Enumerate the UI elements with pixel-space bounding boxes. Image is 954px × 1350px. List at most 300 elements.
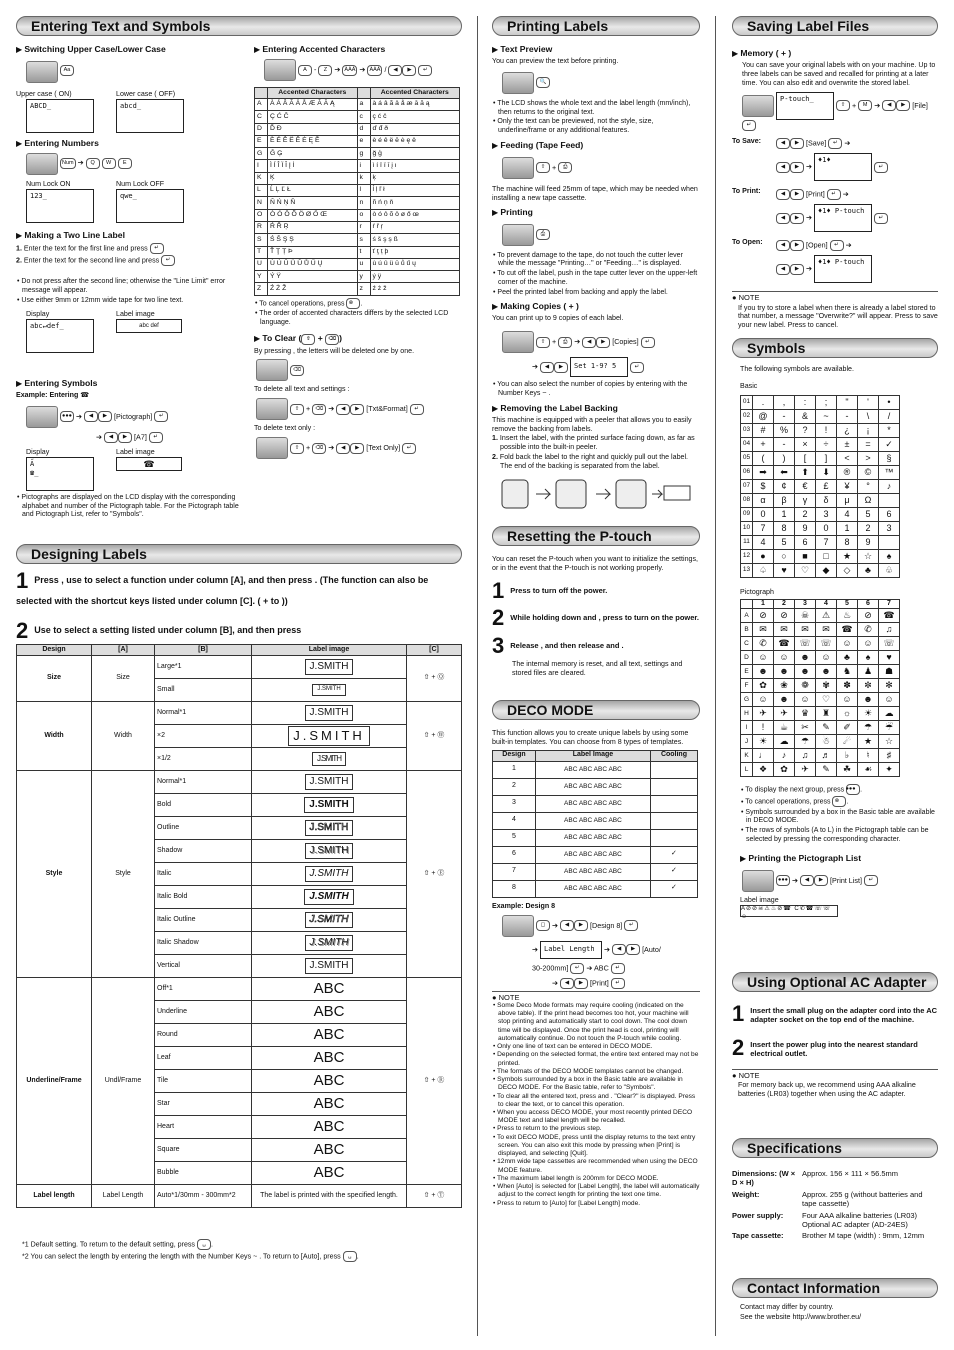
- label-sample: The label is printed with the specified length.: [260, 1191, 398, 1199]
- spec-row: [732, 1210, 938, 1231]
- clear-paragraph: By pressing , the letters will be deleted one by one.: [254, 346, 415, 355]
- design-b: Normal*1: [155, 702, 252, 725]
- basic-symbol-row: [741, 479, 900, 493]
- spec-row: [732, 1168, 938, 1189]
- basic-symbol-cell: [: [795, 451, 816, 465]
- spec-value: Approx. 156 × 111 × 56.5mm: [802, 1169, 899, 1178]
- deco-row: [493, 846, 698, 863]
- picto-cell: ♭: [837, 749, 858, 763]
- text-only-text: [Text Only]: [366, 443, 401, 453]
- deco-row: [493, 812, 698, 829]
- design-row: [17, 1185, 462, 1208]
- basic-symbol-cell: 6: [879, 507, 900, 521]
- picto-cell: ☺: [795, 693, 816, 707]
- open-text: [Open]: [806, 240, 828, 250]
- symbols-entry-title: ▶ Entering Symbols: [16, 378, 246, 389]
- deco-intro: This function allows you to create unique labels by using some built-in templates. You can choose from 8 types of templates.: [492, 729, 689, 746]
- accent-cell: U: [255, 258, 268, 270]
- design-name: Style: [17, 771, 92, 978]
- picto-cell: B: [741, 623, 753, 637]
- to-open-label: To Open:: [732, 238, 763, 247]
- accented-bullet-1: • To cancel operations, press ⊗ .: [260, 298, 462, 309]
- clear-all-caption: To delete all text and settings :: [254, 385, 350, 394]
- section-header-contact: Contact Information: [732, 1278, 938, 1298]
- design-b: ×2: [155, 725, 252, 748]
- picto-cell: ☻: [795, 665, 816, 679]
- label-sample: ABC: [313, 1094, 345, 1112]
- numbers-block: ▶ Entering Numbers Num ➔ Q W E Num Lock ON Num Lock OFF 123_ qwe_: [16, 138, 246, 229]
- basic-symbol-cell: ●: [753, 549, 774, 563]
- accent-row: [255, 160, 460, 172]
- spec-row: [732, 1189, 938, 1210]
- pictograph-list-title: ▶ Printing the Pictograph List: [740, 853, 938, 864]
- lcd-symbol: A̋ ☎_: [26, 457, 94, 491]
- deco-cell: [650, 795, 697, 812]
- design-label-image: [252, 656, 407, 679]
- picto-row: [741, 651, 900, 665]
- accent-cell: Ŕ Ř Ŗ: [268, 221, 358, 233]
- basic-symbol-cell: ◇: [837, 563, 858, 577]
- design-header: Label image: [252, 645, 407, 656]
- basic-symbol-cell: -: [774, 437, 795, 451]
- basic-symbol-cell: 5: [858, 507, 879, 521]
- accent-row: [255, 283, 460, 295]
- picto-cell: ❖: [753, 763, 774, 777]
- basic-symbol-row: [741, 395, 900, 409]
- accented-title: ▶ Entering Accented Characters: [254, 44, 462, 55]
- picto-cell: H: [741, 707, 753, 721]
- basic-symbol-table: [740, 395, 900, 578]
- picto-cell: ☏: [816, 637, 837, 651]
- symbols-bullet-2: • To cancel operations, press ⊗ .: [746, 796, 938, 807]
- basic-symbol-cell: ✓: [879, 437, 900, 451]
- basic-symbol-cell: -: [837, 409, 858, 423]
- design-a: Size: [92, 656, 155, 702]
- picto-cell: ☙: [858, 763, 879, 777]
- picto-cell: ⚠: [816, 609, 837, 623]
- picto-cell: ❀: [774, 679, 795, 693]
- basic-caption: Basic: [740, 381, 758, 390]
- basic-symbol-row: [741, 549, 900, 563]
- deco-cell: [650, 778, 697, 795]
- picto-cell: ♫: [879, 623, 900, 637]
- picto-cell: ☁: [774, 735, 795, 749]
- design-label-image: [252, 1116, 407, 1139]
- design-b: Normal*1: [155, 771, 252, 794]
- accent-cell: Ò Ó Ô Õ Ö Ø Ő Œ: [268, 209, 358, 221]
- hand-key-icon: [256, 359, 288, 381]
- deco-note-item: • Press to return to [Auto] for [Label Length] mode.: [498, 1200, 700, 1208]
- picto-row: [741, 637, 900, 651]
- design-header: Design: [17, 645, 92, 656]
- picto-cell: ☁: [879, 707, 900, 721]
- basic-symbol-cell: 02: [741, 409, 753, 423]
- label-sample: ABC: [313, 1071, 345, 1089]
- picto-cell: ☺: [858, 637, 879, 651]
- spec-key: Weight:: [732, 1189, 760, 1199]
- footnote-1: *1 Default setting. To return to the default setting, press ␣ .: [22, 1240, 213, 1249]
- accent-cell: Ź Ż Ž: [268, 283, 358, 295]
- design8-text: [Design 8]: [590, 920, 623, 930]
- spec-value: Four AAA alkaline batteries (LR03) Optional AC adapter (AD-24ES): [802, 1210, 918, 1229]
- accent-cell: n: [357, 197, 370, 209]
- deco-table: [492, 750, 698, 898]
- design-label-image: [252, 932, 407, 955]
- design-step-1: 1 Press , use to select a function under column [A], and then press . (The function can also be selected with the shortcut keys listed under column [C]. ( + to )): [16, 567, 429, 606]
- accent-cell: S: [255, 234, 268, 246]
- deco-cell: ✓: [650, 846, 697, 863]
- picto-cell: E: [741, 665, 753, 679]
- picto-cell: ☺: [816, 651, 837, 665]
- clear-text-caption: To delete text only :: [254, 424, 316, 433]
- deco-cell: 5: [493, 829, 536, 846]
- design-shortcut: ⇧ + Ⓦ: [407, 702, 462, 771]
- column-divider: [477, 16, 478, 1336]
- accent-cell: A: [255, 99, 268, 111]
- display-caption: Display: [26, 310, 50, 319]
- to-save-label: To Save:: [732, 136, 762, 145]
- basic-symbol-cell: ]: [816, 451, 837, 465]
- accent-cell: Ñ Ń Ņ Ň: [268, 197, 358, 209]
- printing-block: ▶ Text Preview You can preview the text before printing. 🔍 • The LCD shows the whole text and the label length (mm/inch), then returns to the original text. • Only the text can be previewed, not the style, size, underline/frame or any additional features. ▶ Feeding (Tape Feed) ⇧ + ⎙ The machine will feed 25mm of tape, which may be needed when installing a new tape cassette. ▶ Printing ⎙ • To prevent damage to the tape, do not touch the cutter lever while the message "Printing…" or "Feeding…" is displayed. • To cut off the label, push in the tape cutter lever on the upper-left corner of the machine. • Peel the printed label from backing and apply the label. ▶ Making Copies ( + ) You can print up to 9 copies of each label. ⇧ + ⎙ ➔ ◀ ▶ [Copies] ↵ ➔ ◀ ▶ Set 1-9? 5 ↵ • You can also select the number of copies by entering with the Number Keys ~ . ▶ Removing the Label Backing This machine is equipped with a peeler that allows you to easily remove the backing from labels. 1. Insert the label, with the printed surface facing down, as far as possible into the built-in peeler. 2. Fold back the label to the right and quickly pull out the label. The end of the backing is separated from the label.: [492, 44, 700, 516]
- picto-cell: ✻: [879, 679, 900, 693]
- picto-cell: ♡: [816, 693, 837, 707]
- picto-cell: ✎: [816, 763, 837, 777]
- accent-cell: a: [357, 99, 370, 111]
- accent-row: [255, 99, 460, 111]
- basic-symbol-cell: §: [879, 451, 900, 465]
- design-label-image: [252, 909, 407, 932]
- accent-row: [255, 148, 460, 160]
- lcd-ptouch: P-touch_: [776, 92, 834, 120]
- basic-symbol-cell: 05: [741, 451, 753, 465]
- hand-key-icon: [256, 398, 288, 420]
- two-line-step-2: 2. Enter the text for the second line and press ↵: [16, 255, 246, 266]
- picto-cell: ☼: [837, 707, 858, 721]
- feed-paragraph: The machine will feed 25mm of tape, which may be needed when installing a new tape cassette.: [492, 184, 698, 202]
- pictograph-list-label: A⊘⊘☠⚠♨⊘☎ C✆☎☏☏☺: [740, 905, 838, 917]
- picto-cell: A: [741, 609, 753, 623]
- picto-cell: ✿: [774, 763, 795, 777]
- design-shortcut: ⇧ + Ⓡ: [407, 978, 462, 1185]
- label-sample: J.SMITH: [305, 866, 354, 883]
- design-header: [B]: [155, 645, 252, 656]
- spec-row: [732, 1230, 938, 1241]
- picto-cell: ✆: [858, 623, 879, 637]
- file-text: [File]: [912, 100, 928, 110]
- picto-cell: L: [741, 763, 753, 777]
- a7-text: [A7]: [134, 432, 147, 442]
- basic-symbol-cell: =: [858, 437, 879, 451]
- picto-col-header: 1: [753, 599, 774, 609]
- hand-key-icon: [502, 72, 534, 94]
- accent-cell: ź ż ž: [370, 283, 460, 295]
- design-b: Round: [155, 1024, 252, 1047]
- spec-value: Approx. 255 g (without batteries and tape cassette): [802, 1189, 923, 1209]
- preview-title: ▶ Text Preview: [492, 44, 700, 55]
- basic-symbol-cell: $: [753, 479, 774, 493]
- design-row: [17, 656, 462, 679]
- accent-cell: c: [357, 111, 370, 123]
- basic-symbol-cell: 04: [741, 437, 753, 451]
- picto-row: [741, 721, 900, 735]
- accent-cell: È É Ê Ë Ē Ė Ę Ě: [268, 135, 358, 147]
- two-line-step-1: 1. Enter the text for the first line and press ↵: [16, 243, 246, 254]
- picto-cell: ☻: [774, 693, 795, 707]
- label-sample: J.SMITH: [305, 912, 354, 929]
- hand-key-icon: [26, 406, 58, 428]
- print-bullet-2: • To cut off the label, push in the tape cutter lever on the upper-left corner of the machine.: [498, 270, 700, 288]
- design-b: Bold: [155, 794, 252, 817]
- basic-symbol-cell: 8: [837, 535, 858, 549]
- basic-symbol-cell: 1: [774, 507, 795, 521]
- design-label-image: [252, 1185, 407, 1208]
- section-header-printing: Printing Labels: [492, 16, 700, 36]
- basic-symbol-cell: ×: [795, 437, 816, 451]
- phone-icon: ☎: [80, 391, 90, 399]
- basic-symbol-cell: .: [753, 395, 774, 409]
- picto-cell: ✿: [753, 679, 774, 693]
- accent-cell: o: [357, 209, 370, 221]
- e-key-icon: E: [118, 158, 132, 169]
- aa-key-icon: Aa: [60, 65, 74, 76]
- basic-symbol-cell: ,: [774, 395, 795, 409]
- basic-symbol-cell: ¢: [774, 479, 795, 493]
- basic-symbol-cell: ©: [858, 465, 879, 479]
- deco-cell: ABC ABC ABC ABC: [535, 863, 650, 880]
- picto-row: [741, 665, 900, 679]
- picto-cell: ♣: [837, 651, 858, 665]
- contact-line-1: Contact may differ by country.: [740, 1303, 834, 1311]
- basic-symbol-cell: #: [753, 423, 774, 437]
- hand-key-icon: [502, 331, 534, 353]
- basic-symbol-cell: 9: [858, 535, 879, 549]
- display-caption: Display: [26, 447, 50, 456]
- deco-note-item: • Only one line of text can be entered in DECO MODE.: [498, 1043, 700, 1051]
- design-row: [17, 702, 462, 725]
- picto-cell: ☗: [879, 665, 900, 679]
- label-sample: J.SMITH: [305, 820, 354, 837]
- txt-format-text: [Txt&Format]: [366, 404, 408, 414]
- accent-cell: Z: [255, 283, 268, 295]
- basic-symbol-cell: ¥: [837, 479, 858, 493]
- accent-row: [255, 135, 460, 147]
- two-line-block: [16, 230, 246, 357]
- accent-cell: ğ ģ: [370, 148, 460, 160]
- design-b: Off*1: [155, 978, 252, 1001]
- deco-cell: ABC ABC ABC ABC: [535, 880, 650, 897]
- deco-cell: 7: [493, 863, 536, 880]
- two-line-bullet-1: • Do not press after the second line; otherwise the "Line Limit" error message will appear.: [22, 278, 246, 296]
- accent-cell: ò ó ô õ ö ø ő œ: [370, 209, 460, 221]
- basic-symbol-cell: ®: [837, 465, 858, 479]
- num-off-caption: Num Lock OFF: [116, 180, 165, 188]
- design-a: Undl/Frame: [92, 978, 155, 1185]
- basic-symbol-cell: 9: [795, 521, 816, 535]
- picto-cell: ♮: [858, 749, 879, 763]
- num-on-caption: Num Lock ON: [26, 180, 71, 188]
- backing-step-2: 2. Fold back the label to the right and quickly pull out the label. The end of the backing is separated from the label.: [492, 453, 689, 470]
- design-label-image: [252, 978, 407, 1001]
- deco-cell: ✓: [650, 863, 697, 880]
- deco-notes: [492, 1002, 700, 1208]
- basic-symbol-cell: >: [858, 451, 879, 465]
- accent-cell: ñ ń ņ ň: [370, 197, 460, 209]
- num-key-icon: Num: [60, 158, 76, 169]
- print-bullet-1: • To prevent damage to the tape, do not touch the cutter lever while the message "Printing…" or "Feeding…" is displayed.: [498, 252, 700, 270]
- accent-cell: C: [255, 111, 268, 123]
- picto-cell: ♠: [858, 651, 879, 665]
- design-name: Size: [17, 656, 92, 702]
- basic-symbol-cell: ¿: [837, 423, 858, 437]
- basic-symbol-cell: ': [858, 395, 879, 409]
- symbols-entry-bullet: • Pictographs are displayed on the LCD display with the corresponding alphabet and number of the Pictograph table. For the Pictograph table and Pictograph List, refer to "Symbols".: [22, 494, 246, 520]
- picto-cell: ✉: [774, 623, 795, 637]
- print-bullet-3: • Peel the printed label from backing and apply the label.: [498, 289, 700, 298]
- picto-cell: ❁: [795, 679, 816, 693]
- lcd-upper: ABCD_: [26, 99, 94, 133]
- accent-cell: L: [255, 185, 268, 197]
- label-sample: J.SMITH: [305, 843, 354, 860]
- preview-paragraph: You can preview the text before printing.: [492, 57, 619, 65]
- accent-row: [255, 234, 460, 246]
- picto-cell: ✉: [795, 623, 816, 637]
- accented-block: ▶ Entering Accented Characters A - Z ➔ ÀÀÀ ➔ ÀÀÀ / ◀ ▶ ↵ Accented Characters Accented Characters A À Á Â Ã Ä Å Æ Ā Ă Ą a à á â ã ä å æ ā ă ą C Ç Ć Č c ç ć č D Ď Đ d ď đ ð E È É Ê Ë Ē Ė Ę Ě e è é ê ë ē ė ę ě G Ğ Ģ g ğ ģ I Ì Í Î Ï Ī Į İ i ì í î ï ī į ı K Ķ k ķ L Ĺ Ļ Ľ Ł l ĺ ļ ľ ł N Ñ Ń Ņ Ň n ñ ń ņ ň O Ò Ó Ô Õ Ö Ø Ő Œ o ò ó ô õ ö ø ő œ R Ŕ Ř Ŗ r ŕ ř ŗ S Ś Š Ş Ș s ś š ş ș ß T Ť Ţ Ț Þ t ť ţ ț þ U Ù Ú Û Ü Ū Ů Ű Ų u ù ú û ü ū ů ű ų Y Ý Ÿ y ý ÿ Z Ź Ż Ž z ź ż ž • To cancel operations, press ⊗ . • The order of accented characters differs by the selected LCD language. ▶ To Clear ( ⇧ + ⌫ ) By pressing , the letters will be deleted one by one. ⌫ To delete all text and settings : ⇧ + ⌫ ➔ ◀ ▶ [Txt&Format] ↵ To delete text only : ⇧ + ⌫ ➔ ◀ ▶ [Text Only] ↵: [254, 44, 462, 463]
- basic-symbol-cell: [879, 493, 900, 507]
- design-b: Heart: [155, 1116, 252, 1139]
- deco-cell: [650, 829, 697, 846]
- picto-cell: ☎: [774, 637, 795, 651]
- basic-symbol-cell: ": [837, 395, 858, 409]
- design-label-image: [252, 1001, 407, 1024]
- deco-example: Example: Design 8: [492, 901, 556, 910]
- picto-row: [741, 763, 900, 777]
- picto-cell: ✆: [753, 637, 774, 651]
- accent-cell: Y: [255, 271, 268, 283]
- picto-cell: ♨: [837, 609, 858, 623]
- accent-cell: e: [357, 135, 370, 147]
- accent-row: [255, 246, 460, 258]
- hand-key-icon: [742, 95, 774, 117]
- backing-step-1: 1. Insert the label, with the printed surface facing down, as far as possible into the built-in peeler.: [492, 434, 695, 452]
- basic-symbol-row: [741, 535, 900, 549]
- accent-row: [255, 185, 460, 197]
- basic-symbol-cell: α: [753, 493, 774, 507]
- basic-symbol-row: [741, 493, 900, 507]
- accent-cell: k: [357, 172, 370, 184]
- picto-cell: ♯: [879, 749, 900, 763]
- picto-row: [741, 623, 900, 637]
- copies-bullet: • You can also select the number of copies by entering with the Number Keys ~ .: [498, 381, 700, 399]
- column-divider: [715, 16, 716, 1336]
- basic-symbol-cell: 11: [741, 535, 753, 549]
- accent-cell: N: [255, 197, 268, 209]
- deco-note-item: • The formats of the DECO MODE templates cannot be changed.: [498, 1068, 700, 1076]
- deco-note-item: • When [Auto] is selected for [Label Length], the label will automatically adjust to the correct length for printing the text one time.: [498, 1183, 700, 1199]
- design-b: Italic Outline: [155, 909, 252, 932]
- designing-steps: [16, 567, 462, 644]
- accent-row: [255, 271, 460, 283]
- basic-symbol-cell: 1: [837, 521, 858, 535]
- basic-symbol-cell: ♠: [879, 549, 900, 563]
- section-header-designing: Designing Labels: [16, 544, 462, 564]
- specs-table: [732, 1168, 938, 1242]
- picto-col-header: 3: [795, 599, 816, 609]
- adapter-block: [732, 1000, 938, 1100]
- accent-cell: Ý Ÿ: [268, 271, 358, 283]
- adapter-note: For memory back up, we recommend using AAA alkaline batteries (LR03) together when using the AC adapter.: [738, 1081, 916, 1099]
- accent-cell: G: [255, 148, 268, 160]
- picto-cell: ☂: [795, 735, 816, 749]
- picto-row: [741, 693, 900, 707]
- lcd-lower: abcd_: [116, 99, 184, 133]
- design-a: Style: [92, 771, 155, 978]
- picto-cell: ✦: [879, 763, 900, 777]
- picto-cell: ☺: [837, 637, 858, 651]
- deco-note-item: • Press to return to the previous step.: [498, 1125, 700, 1133]
- picto-cell: ⊘: [858, 609, 879, 623]
- picto-cell: ☄: [837, 735, 858, 749]
- picto-cell: ✼: [858, 679, 879, 693]
- design-label-image: [252, 1139, 407, 1162]
- basic-symbol-cell: 13: [741, 563, 753, 577]
- accent-cell: d: [357, 123, 370, 135]
- deco-cell: ABC ABC ABC ABC: [535, 846, 650, 863]
- deco-cell: ABC ABC ABC ABC: [535, 778, 650, 795]
- section-header-specs: Specifications: [732, 1138, 938, 1158]
- basic-symbol-cell: 8: [774, 521, 795, 535]
- symbols-block: The following symbols are available. Basic 01 . , : ; " ' • 02 @ - & ~ - \ / 03 # % ? ! ¿ ¡ * 04 + - × ÷ ± = ✓ 05 ( ) [ ] < > § 06 ➡ ⬅ ⬆ ⬇ ® © ™ 07 $ ¢ € £ ¥ ° ♪ 08 α β γ δ μ Ω 09 0 1 2 3 4 5 6 10 7 8 9 0 1 2 3 11 4 5 6 7 8 9 12 ● ○ ■ □ ★ ☆ ♠ 13 ♤ ♥ ♡ ◆ ◇ ♣ ♧ Pictograph 1 2 3 4 5 6 7 A ⊘ ⊘ ☠ ⚠ ♨ ⊘ ☎ B ✉ ✉ ✉ ✉ ☎ ✆ ♫ C ✆ ☎ ☏ ☏ ☺ ☺ ☏ D ☺ ☺ ☻ ☺ ♣ ♠ ♥ E ☻ ☻ ☻ ☻ ♞ ♟ ☗ F ✿ ❀ ❁ ✾ ✽ ✼ ✻ G ☺ ☻ ☺ ♡ ☺ ☻ ☺ H ✈ ✈ ♛ ♜ ☼ ☀ ☁ I ! ☕ ✂ ✎ ✐ ☂ ☔ J ☀ ☁ ☂ ☃ ☄ ★ ☆ K ♩ ♪ ♫ ♬ ♭ ♮ ♯ L ❖ ✿ ✈ ✎ ☘ ☙ ✦ • To display the next group, press ●●● . • To cancel operations, press ⊗ . • Symbols surrounded by a box in the Basic table are available in DECO MODE. • The rows of symbols (A to L) in the Pictograph table can be selected by pressing the corresponding character. ▶ Printing the Pictograph List ●●● ➔ ◀ ▶ [Print List] ↵ Label image A⊘⊘☠⚠♨⊘☎ C✆☎☏☏☺: [740, 364, 938, 917]
- picto-row: [741, 707, 900, 721]
- memory-paragraph: You can save your original labels with on your machine. Up to three labels can be saved and recalled for printing at a later time. You can also edit and overwrite the stored label.: [742, 61, 936, 87]
- picto-cell: ☻: [858, 693, 879, 707]
- label-sample: ABC: [313, 979, 345, 997]
- abc-text: ABC: [593, 962, 609, 972]
- hand-key-icon: [502, 915, 534, 937]
- basic-symbol-cell: γ: [795, 493, 816, 507]
- picto-row: [741, 609, 900, 623]
- accent-cell: K: [255, 172, 268, 184]
- accented-bullet-2: • The order of accented characters differs by the selected LCD language.: [260, 310, 462, 328]
- design-b: Italic Bold: [155, 886, 252, 909]
- to-print-label: To Print:: [732, 187, 761, 196]
- design-label-image: [252, 1093, 407, 1116]
- design-step-2: 2 Use to select a setting listed under column [B], and then press: [16, 617, 302, 643]
- design-label-image: [252, 863, 407, 886]
- accent-row: [255, 172, 460, 184]
- basic-symbol-cell: :: [795, 395, 816, 409]
- picto-cell: G: [741, 693, 753, 707]
- accented-table: Accented Characters Accented Characters A À Á Â Ã Ä Å Æ Ā Ă Ą a à á â ã ä å æ ā ă ą C Ç Ć Č c ç ć č D Ď Đ d ď đ ð E È É Ê Ë Ē Ė Ę Ě e è é ê ë ē ė ę ě G Ğ Ģ g ğ ģ I Ì Í Î Ï Ī Į İ i ì í î ï ī į ı K Ķ k ķ L Ĺ Ļ Ľ Ł l ĺ ļ ľ ł N Ñ Ń Ņ Ň n ñ ń ņ ň O Ò Ó Ô Õ Ö Ø Ő Œ o ò ó ô õ ö ø ő œ R Ŕ Ř Ŗ r ŕ ř ŗ S Ś Š Ş Ș s ś š ş ș ß T Ť Ţ Ț Þ t ť ţ ț þ U Ù Ú Û Ü Ū Ů Ű Ų u ù ú û ü ū ů ű ų Y Ý Ÿ y ý ÿ Z Ź Ż Ž z ź ż ž: [254, 87, 460, 296]
- deco-row: [493, 880, 698, 897]
- design-b: Small: [155, 679, 252, 702]
- label-phone: ☎: [116, 457, 182, 471]
- accent-cell: Ď Đ: [268, 123, 358, 135]
- accent-cell: ù ú û ü ū ů ű ų: [370, 258, 460, 270]
- design-b: Bubble: [155, 1162, 252, 1185]
- picto-cell: ☏: [879, 637, 900, 651]
- accent-cell: R: [255, 221, 268, 233]
- deco-cell: ✓: [650, 880, 697, 897]
- basic-symbol-cell: &: [795, 409, 816, 423]
- accent-cell: Ç Ć Č: [268, 111, 358, 123]
- design-table: [16, 644, 462, 1208]
- basic-symbol-cell: ;: [816, 395, 837, 409]
- section-header-resetting: Resetting the P-touch: [492, 526, 700, 546]
- label-sample: J.SMITH: [305, 935, 354, 952]
- design-label-image: [252, 771, 407, 794]
- picto-cell: ☃: [816, 735, 837, 749]
